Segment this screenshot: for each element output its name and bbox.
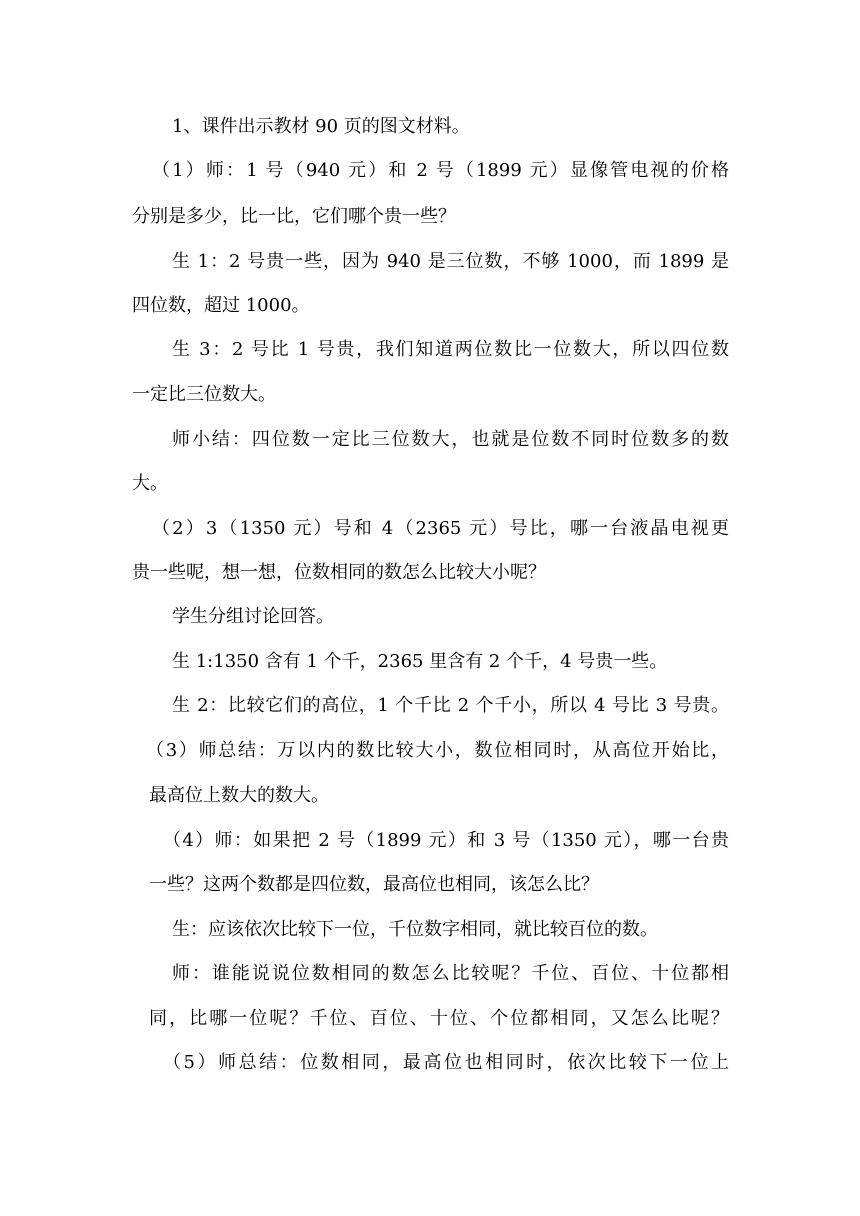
text-line-6: 生 3：2 号比 1 号贵，我们知道两位数比一位数大，所以四位数 [172,339,729,360]
text-line-8: 师小结：四位数一定比三位数大，也就是位数不同时位数多的数 [172,429,729,450]
text-line-9: 大。 [132,473,168,494]
text-line-19: 生：应该依次比较下一位，千位数字相同，就比较百位的数。 [172,919,658,940]
text-line-3: 分别是多少，比一比，它们哪个贵一些？ [132,206,456,227]
text-line-12: 学生分组讨论回答。 [172,606,334,627]
text-line-1: 1、课件出示教材 90 页的图文材料。 [172,116,470,137]
text-line-16: 最高位上数大的数大。 [149,785,329,806]
text-line-20: 师：谁能说说位数相同的数怎么比较呢？千位、百位、十位都相 [172,963,729,984]
text-line-13: 生 1:1350 含有 1 个千，2365 里含有 2 个千，4 号贵一些。 [172,651,668,672]
text-line-17: （4）师：如果把 2 号（1899 元）和 3 号（1350 元），哪一台贵 [163,830,729,851]
text-line-18: 一些？这两个数都是四位数，最高位也相同，该怎么比？ [149,874,599,895]
text-line-5: 四位数，超过 1000。 [132,295,310,316]
text-line-10: （2）3（1350 元）号和 4（2365 元）号比，哪一台液晶电视更 [152,518,729,539]
text-line-7: 一定比三位数大。 [132,384,276,405]
text-line-2: （1）师：1 号（940 元）和 2 号（1899 元）显像管电视的价格 [152,160,729,181]
text-line-21: 同，比哪一位呢？千位、百位、十位、个位都相同，又怎么比呢？ [149,1008,729,1029]
text-line-15: （3）师总结：万以内的数比较大小，数位相同时，从高位开始比， [146,740,729,761]
text-line-4: 生 1：2 号贵一些，因为 940 是三位数，不够 1000，而 1899 是 [172,251,729,272]
text-line-11: 贵一些呢，想一想，位数相同的数怎么比较大小呢？ [132,562,546,583]
text-line-22: （5）师总结：位数相同，最高位也相同时，依次比较下一位上 [163,1052,729,1073]
text-line-14: 生 2：比较它们的高位，1 个千比 2 个千小，所以 4 号比 3 号贵。 [172,695,729,716]
